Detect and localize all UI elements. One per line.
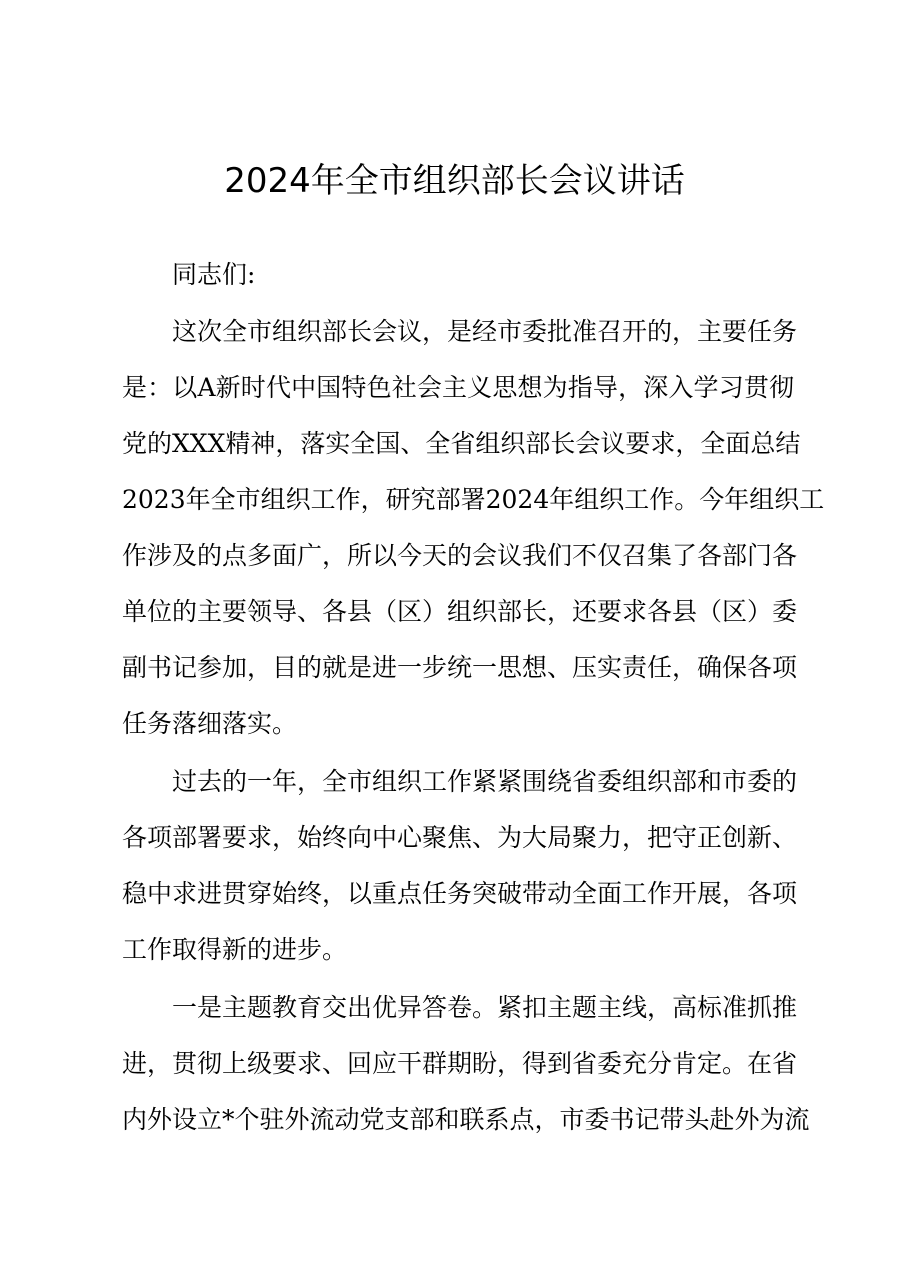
paragraph-line: 任务落细落实。 (122, 709, 298, 738)
paragraph-line: 副书记参加，目的就是进一步统一思想、压实责任，确保各项 (122, 653, 798, 682)
paragraph-line: 作涉及的点多面广，所以今天的会议我们不仅召集了各部门各 (122, 541, 798, 570)
paragraph-line: 2023年全市组织工作，研究部署2024年组织工作。今年组织工 (122, 485, 825, 514)
paragraph-line: 进，贯彻上级要求、回应干群期盼，得到省委充分肯定。在省 (122, 1049, 798, 1078)
paragraph-line: 党的XXX精神，落实全国、全省组织部长会议要求，全面总结 (122, 429, 801, 458)
paragraph-line: 工作取得新的进步。 (122, 935, 348, 964)
paragraph-line: 过去的一年，全市组织工作紧紧围绕省委组织部和市委的 (172, 767, 798, 796)
paragraph-line: 各项部署要求，始终向中心聚焦、为大局聚力，把守正创新、 (122, 823, 798, 852)
paragraph-line: 这次全市组织部长会议，是经市委批准召开的，主要任务 (172, 317, 798, 346)
paragraph-line: 是：以A新时代中国特色社会主义思想为指导，深入学习贯彻 (122, 373, 794, 402)
salutation: 同志们: (172, 260, 256, 289)
document-title: 2024年全市组织部长会议讲话 (224, 161, 685, 201)
paragraph-line: 稳中求进贯穿始终，以重点任务突破带动全面工作开展，各项 (122, 879, 798, 908)
paragraph-line: 单位的主要领导、各县（区）组织部长，还要求各县（区）委 (122, 597, 798, 626)
paragraph-line: 一是主题教育交出优异答卷。紧扣主题主线，高标准抓推 (172, 993, 798, 1022)
paragraph-line: 内外设立*个驻外流动党支部和联系点，市委书记带头赴外为流 (122, 1105, 810, 1134)
